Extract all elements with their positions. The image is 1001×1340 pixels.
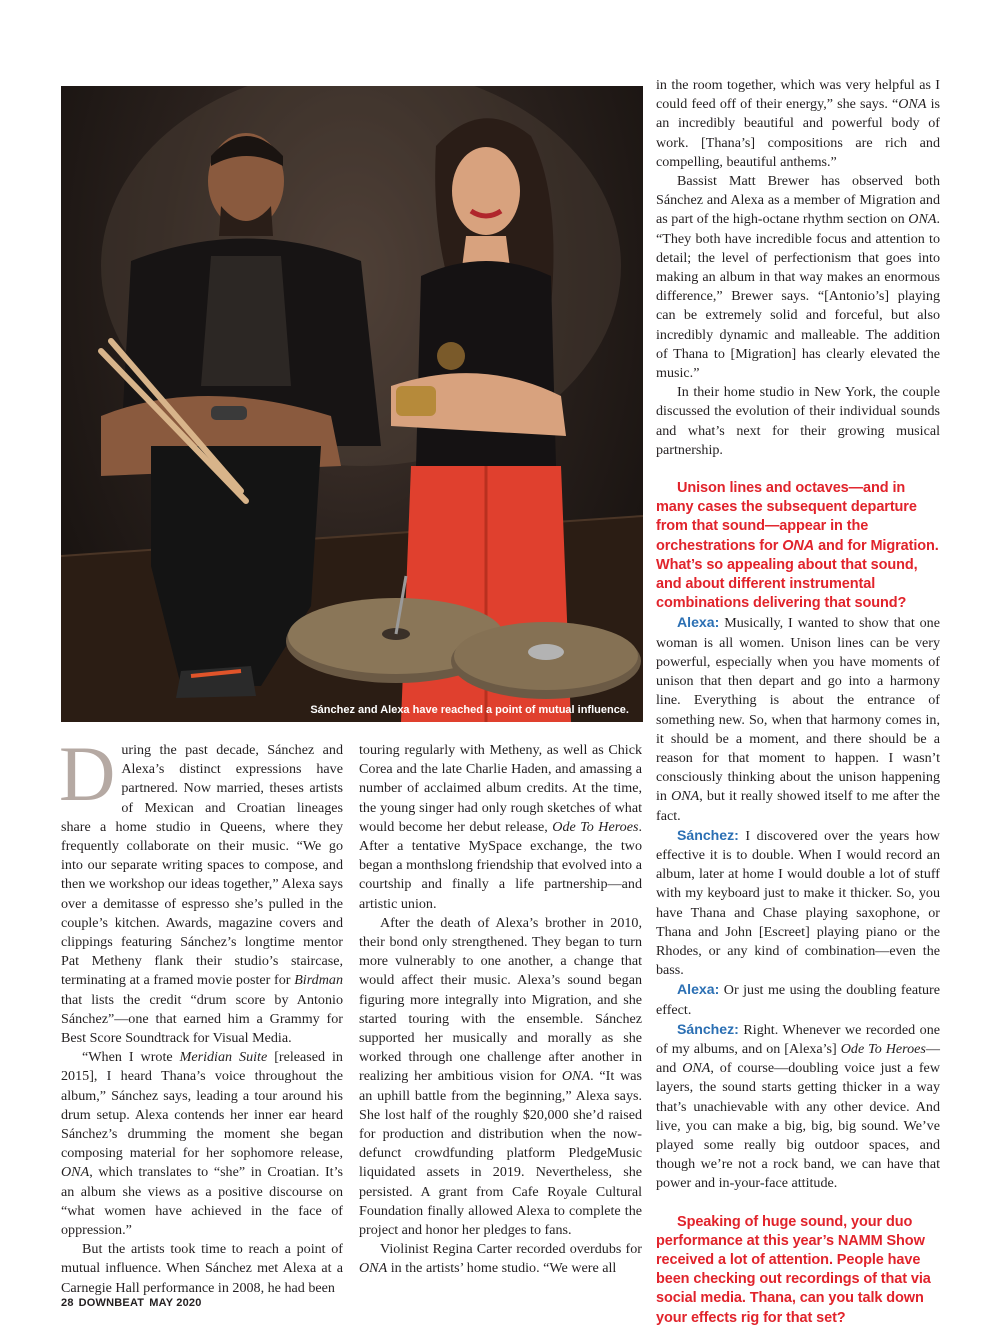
answer-paragraph: Sánchez: Right. Whenever we recorded one of my albums, and on [Alexa’s] Ode To Heroes— and ONA, of course—doubling voice just a few layers, the sound starts getting thicker in a way that’s unachievable with any other device. And live, you can make a big, big, big sound. We’ve played some really big outdoor spaces, and though we’re not a rock band, we can have that power and in-your-face attitude. <box>656 1020 941 1192</box>
speaker-label: Alexa: <box>677 614 720 631</box>
speaker-label: Sánchez: <box>677 826 739 843</box>
paragraph: Bassist Matt Brewer has observed both Sánchez and Alexa as a member of Migration and as part of the high-octane rhythm section on ONA. “They both have incredible focus and attention to detail; the level of perfectionism that goes into making an album in that way makes an enormous difference,” Brewer says. “[Antonio’s] playing can be extremely solid and forceful, but also incredibly dynamic and malleable. The addition of Thana to [Migration] has clearly elevated the music.” <box>656 173 940 382</box>
paragraph: touring regularly with Metheny, as well as Chick Corea and the late Charlie Haden, and amassing a number of acclaimed album credits. At the time, the young singer had only rough sketches of what would become her debut release, Ode To Heroes. After a tentative MySpace exchange, the two began a monthslong friendship that evolved into a courtship and finally a life partnership—and artistic union. <box>359 742 642 912</box>
paragraph: Violinist Regina Carter recorded overdubs for ONA in the artists’ home studio. “We were all <box>359 1241 642 1277</box>
paragraph: in the room together, which was very helpful as I could feed off of their energy,” she says. “ONA is an incredibly beautiful and powerful body of work. [Thana’s] compositions are rich and compelling, beautiful anthems.” <box>656 77 940 170</box>
magazine-name: DOWNBEAT <box>78 1297 145 1309</box>
speaker-label: Sánchez: <box>677 1020 739 1037</box>
photo-illustration <box>61 86 643 722</box>
column-1 <box>59 730 343 1298</box>
photo-caption: Sánchez and Alexa have reached a point of mutual influence. <box>310 704 629 716</box>
paragraph: “When I wrote Meridian Suite [released in 2015], I heard Thana’s voice throughout the album,” Sánchez says, leading a tour around his drum setup. Alexa contends her inner ear heard Sánchez’s drumming the moment she began composing material for her sophomore release, ONA, which translates to “she” in Croatian. It’s an album she views as a positive discourse on “what women have achieved in the face of oppression.” <box>61 1049 343 1239</box>
page-number: 28 <box>61 1297 74 1309</box>
drop-cap: D <box>59 730 116 817</box>
answer-paragraph: Alexa: Or just me using the doubling feature effect. <box>656 981 940 1018</box>
page-footer <box>61 1297 207 1309</box>
interview-question: Unison lines and octaves—and in many cases the subsequent departure from that sound—appear in the orchestrations for ONA and for Migration. What’s so appealing about that sound, and about different instrumental combinations delivering that sound? <box>656 480 939 612</box>
paragraph: But the artists took time to reach a point of mutual influence. When Sánchez met Alexa at a Carnegie Hall performance in 2008, he had been <box>61 1241 343 1296</box>
paragraph: During the past decade, Sánchez and Alexa’s distinct expressions have partnered. Now married, theses artists of Mexican and Croatian lineages share a home studio in Queens, where they frequently collaborate on their music. “We go into our separate writing spaces to compose, and then we workshop our ideas together,” Alexa says over a demitasse of espresso she’s pulled in the couple’s kitchen. Awards, magazine covers and clippings featuring Sánchez’s longtime mentor Pat Metheny flank their studio’s staircase, terminating at a framed movie poster for Birdman that lists the credit “drum score by Antonio Sánchez”—one that earned him a Grammy for Best Score Soundtrack for Visual Media. <box>59 730 343 1047</box>
answer-paragraph: Sánchez: I discovered over the years how effective it is to double. When I would record an album, later at home I would double a lot of stuff with my keyboard just to make it thicker. So, you have Thana and Chase playing saxophone, or Thana and John [Escreet] playing piano or the Rhodes, or any kind of combination—even the bass. <box>656 826 940 979</box>
paragraph: In their home studio in New York, the couple discussed the evolution of their individual sounds and what’s next for their growing musical partnership. <box>656 384 940 458</box>
feature-photo <box>61 86 643 722</box>
paragraph: After the death of Alexa’s brother in 2010, their bond only strengthened. They began to turn more vulnerably to one another, a change that would affect their music. Alexa’s sound began figuring more integrally into Migration, and she started touring with the ensemble. Sánchez supported her musically and morally as she worked through one challenge after another in realizing her ambitious vision for ONA. “It was an uphill battle from the beginning,” Alexa says. She lost half of the roughly $20,000 she’d raised for production and distribution when the now-defunct crowdfunding platform PledgeMusic liquidated assets in 2019. Nevertheless, she persisted. A grant from Cafe Royale Cultural Foundation finally allowed Alexa to complete the project and honor her pledges to fans. <box>359 914 643 1239</box>
answer-paragraph: Alexa: Musically, I wanted to show that one woman is all women. Unison lines can be very powerful, especially when you have moments of unison that then depart and go into a harmony line. Everything is about the entrance of something new. So, when that harmony comes in, it should be a moment, and there should be a reason for that moment to happen. I wasn’t consciously thinking about the unison happening in ONA, but it really showed itself to me after the fact. <box>656 614 940 824</box>
issue-date: MAY 2020 <box>149 1297 202 1309</box>
column-2 <box>359 741 642 1279</box>
column-3 <box>656 76 940 1328</box>
speaker-label: Alexa: <box>677 981 720 998</box>
interview-question: Speaking of huge sound, your duo performance at this year’s NAMM Show received a lot of attention. People have been checking out recordings of that via social media. Thana, can you talk down your effects rig for that set? <box>656 1213 931 1326</box>
